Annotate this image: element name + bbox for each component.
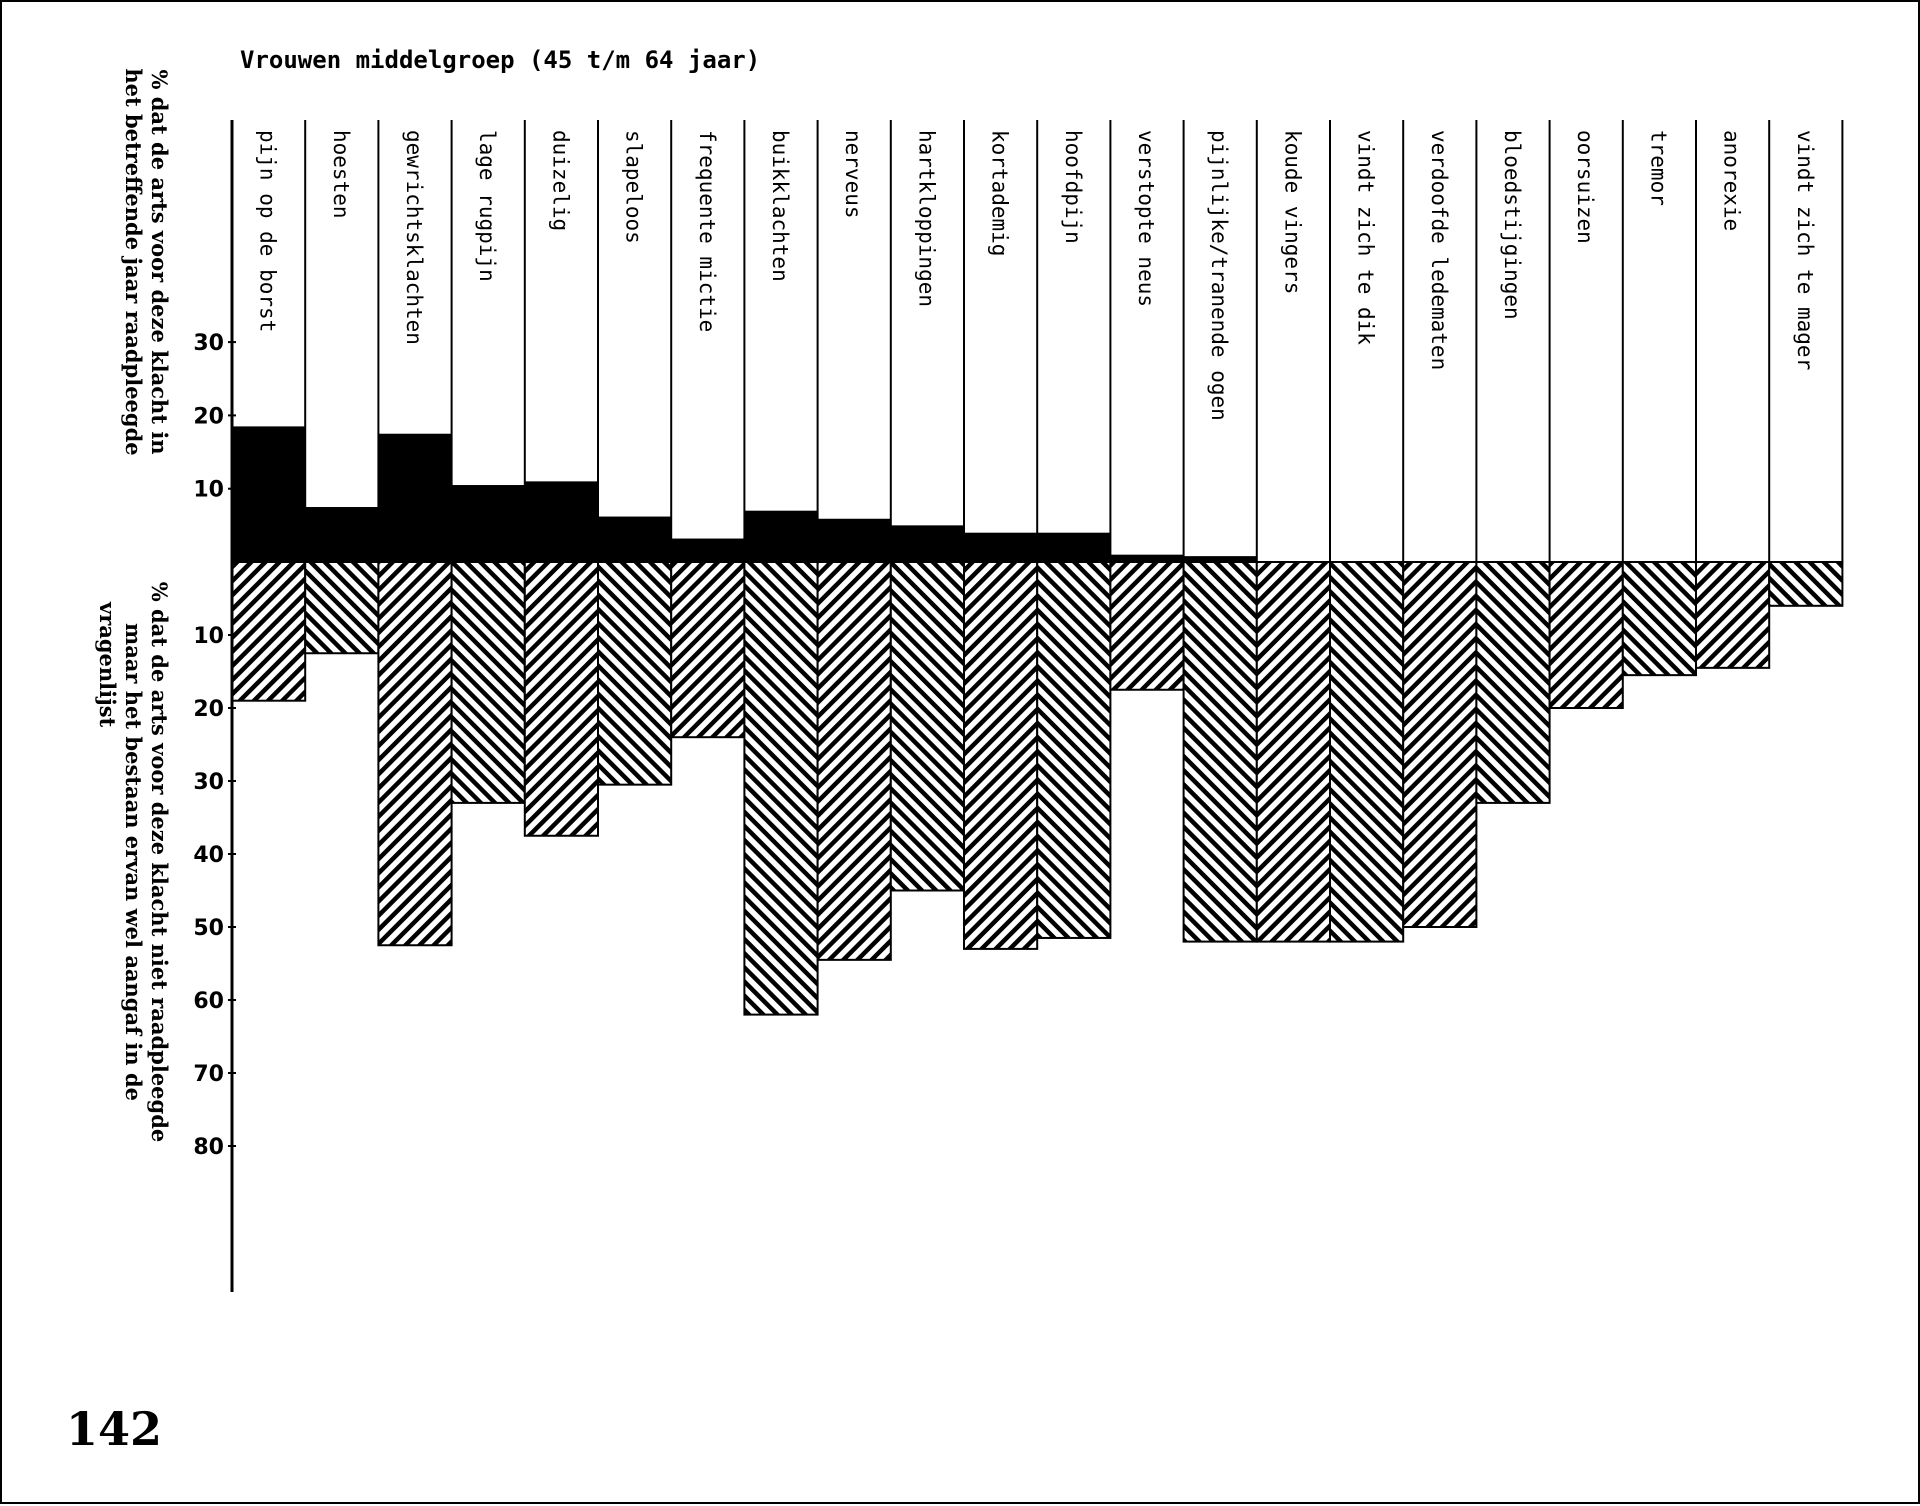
lower-tick-label: 40 <box>193 843 224 868</box>
y-label-upper-line-2: het betreffende jaar raadpleegde <box>121 68 146 456</box>
not-consulted-bar <box>598 562 671 785</box>
category-label: vindt zich te mager <box>1792 130 1817 371</box>
consulted-bar <box>232 426 305 562</box>
lower-tick-label: 20 <box>193 697 224 722</box>
not-consulted-bars <box>232 562 1842 1015</box>
category-label: hartkloppingen <box>914 130 939 308</box>
category-label: gewrichtsklachten <box>402 130 426 345</box>
category-label: hoofdpijn <box>1060 130 1085 244</box>
not-consulted-bar <box>232 562 305 701</box>
not-consulted-bar <box>1037 562 1110 938</box>
category-label: pijn op de borst <box>255 130 280 333</box>
lower-tick-label: 80 <box>193 1135 224 1160</box>
consulted-bar <box>1110 555 1183 562</box>
upper-tick-label: 20 <box>193 404 224 430</box>
category-label: bloedstijgingen <box>1500 130 1524 320</box>
y-axis-label-lower <box>95 582 172 1143</box>
lower-tick-label: 30 <box>193 770 224 795</box>
not-consulted-bar <box>818 562 891 960</box>
lower-tick-label: 10 <box>193 624 224 649</box>
category-label: tremor <box>1646 130 1671 206</box>
not-consulted-bar <box>305 562 378 653</box>
category-label: lage rugpijn <box>475 130 500 282</box>
upper-tick-label: 10 <box>193 477 224 503</box>
category-label: anorexie <box>1719 130 1744 232</box>
consulted-bar <box>964 533 1037 562</box>
not-consulted-bar <box>1110 562 1183 690</box>
lower-tick-label: 60 <box>193 989 224 1014</box>
not-consulted-bar <box>1696 562 1769 668</box>
not-consulted-bar <box>1403 562 1476 927</box>
not-consulted-bar <box>525 562 598 836</box>
category-label: frequente mictie <box>694 130 719 333</box>
consulted-bar <box>818 519 891 562</box>
lower-tick-label: 50 <box>193 916 224 941</box>
category-label: oorsuizen <box>1573 130 1598 244</box>
category-label: vindt zich te dik <box>1353 130 1378 345</box>
not-consulted-bar <box>1257 562 1330 942</box>
category-label: slapeloos <box>621 130 646 244</box>
not-consulted-bar <box>1623 562 1696 675</box>
not-consulted-bar <box>1476 562 1549 803</box>
consulted-bar <box>305 507 378 562</box>
lower-tick-label: 70 <box>193 1062 224 1087</box>
not-consulted-bar <box>452 562 525 803</box>
y-axis-label-upper <box>121 68 172 455</box>
not-consulted-bar <box>891 562 964 891</box>
y-label-lower-line-2: maar het bestaan ervan wel aangaf in de <box>121 622 146 1102</box>
category-label: kortademig <box>987 130 1012 257</box>
y-label-upper-line-1: % dat de arts voor deze klacht in <box>147 69 172 455</box>
upper-tick-label: 30 <box>193 331 224 357</box>
not-consulted-bar <box>964 562 1037 949</box>
not-consulted-bar <box>1769 562 1842 606</box>
consulted-bar <box>891 525 964 562</box>
category-label: verstopte neus <box>1134 130 1158 308</box>
consulted-bar <box>1037 533 1110 562</box>
chart-title: Vrouwen middelgroep (45 t/m 64 jaar) <box>240 46 761 74</box>
category-label: pijnlijke/tranende ogen <box>1207 130 1232 421</box>
not-consulted-bar <box>378 562 451 945</box>
y-label-lower-line-3: vragenlijst <box>95 602 120 728</box>
category-label: buikklachten <box>768 130 792 282</box>
consulted-bar <box>744 511 817 562</box>
category-label: koude vingers <box>1280 130 1305 295</box>
category-label: verdoofde ledematen <box>1426 130 1451 371</box>
category-label: hoesten <box>328 130 353 219</box>
not-consulted-bar <box>1330 562 1403 942</box>
consulted-bar <box>378 434 451 562</box>
not-consulted-bar <box>744 562 817 1015</box>
consulted-bar <box>452 485 525 562</box>
y-label-lower-line-1: % dat de arts voor deze klacht niet raadpleegde <box>147 581 172 1143</box>
lower-tick-labels <box>193 624 236 1160</box>
chart <box>2 2 1920 1506</box>
category-label: nerveus <box>841 130 866 219</box>
not-consulted-bar <box>671 562 744 737</box>
consulted-bar <box>525 481 598 562</box>
consulted-bar <box>598 517 671 562</box>
upper-tick-labels <box>193 331 236 503</box>
category-label: duizelig <box>548 130 573 232</box>
page-number: 142 <box>66 1402 163 1456</box>
not-consulted-bar <box>1184 562 1257 942</box>
consulted-bar <box>671 539 744 562</box>
not-consulted-bar <box>1550 562 1623 708</box>
